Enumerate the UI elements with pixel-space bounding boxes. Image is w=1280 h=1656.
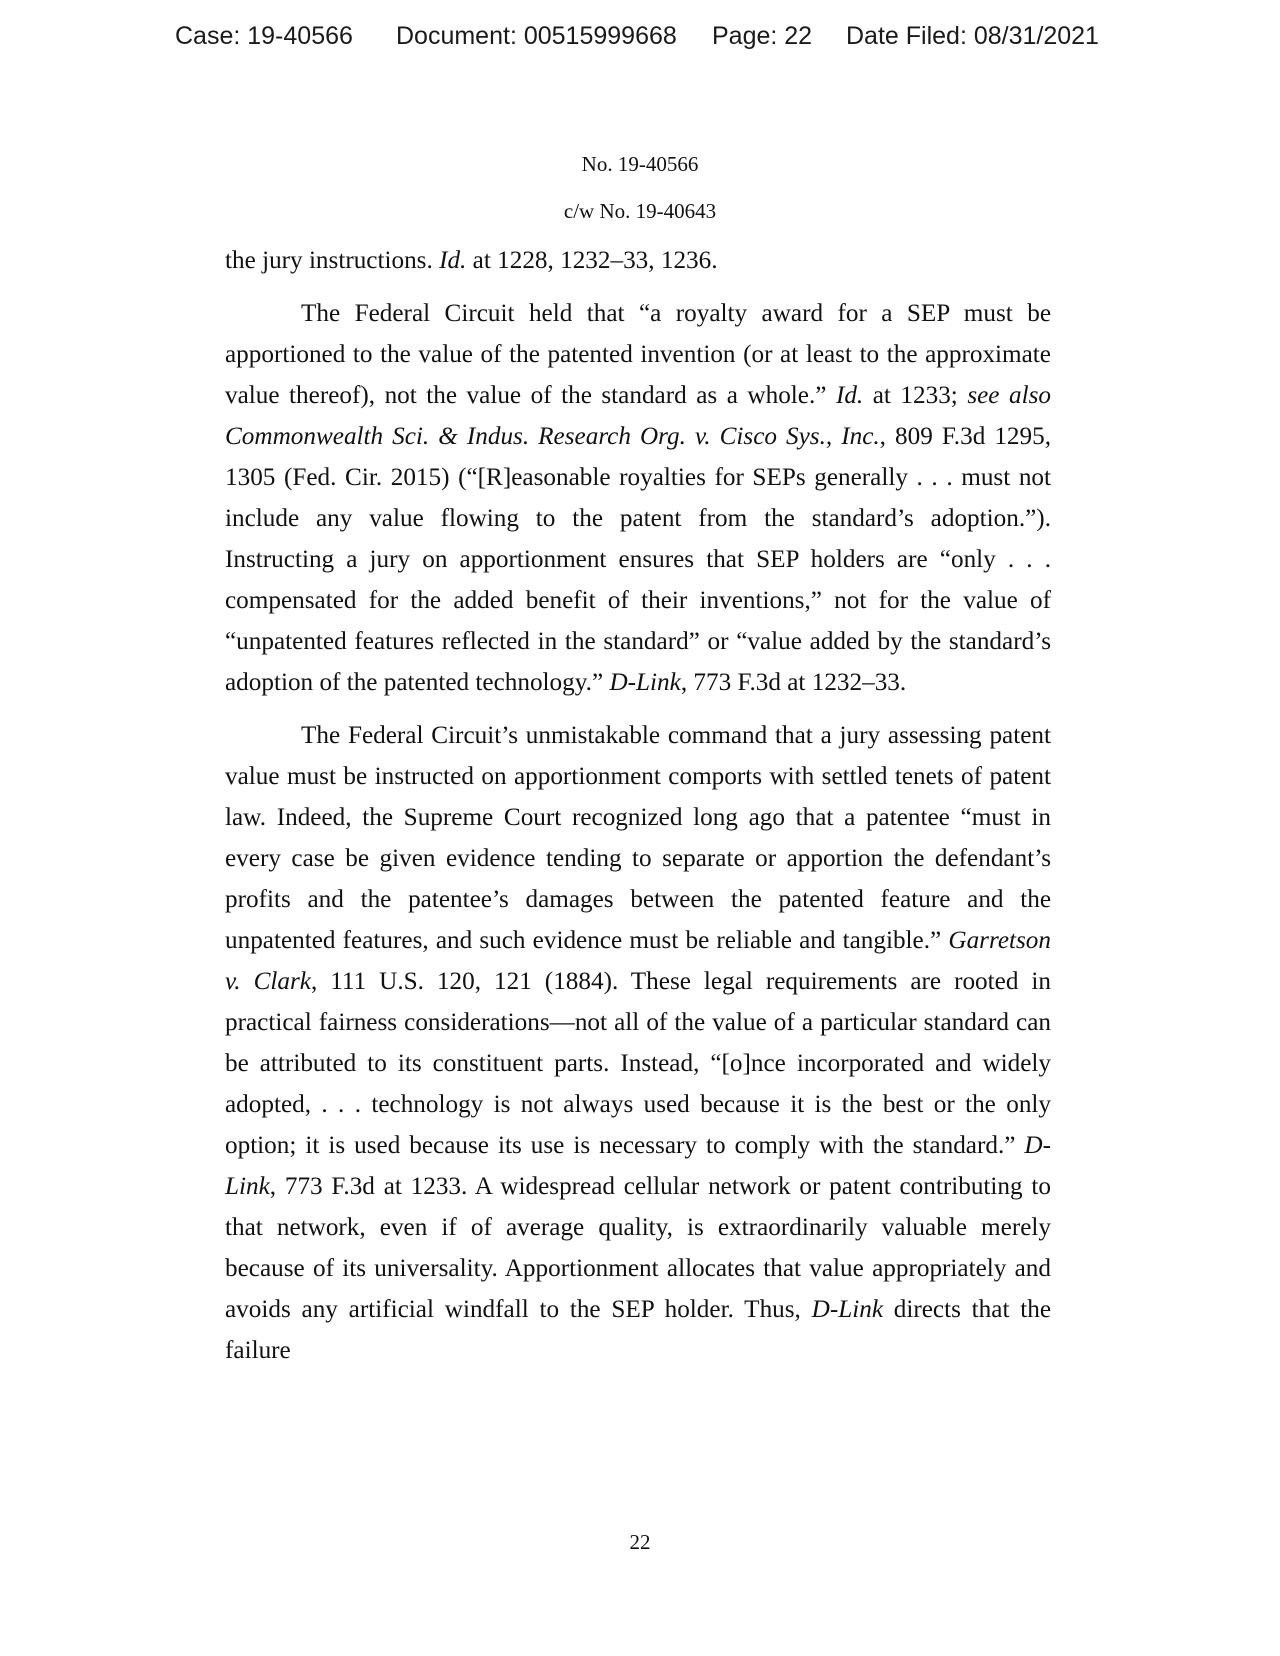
text-run: at 1233;: [863, 382, 968, 409]
paragraph-apportionment-command: [225, 715, 1051, 1371]
citation-italic: Id.: [835, 382, 864, 409]
docket-number: No. 19-40566: [581, 152, 699, 176]
paragraph-federal-circuit-holding: [225, 293, 1051, 703]
text-run: , 773 F.3d at 1233. A widespread cellular network or patent contributing to that network, even if of average quality, is extraordinarily valuable merely because of its universality. Apportionment allocates that value appropriately and avoids any artificial windfall to the SEP holder. Thus,: [225, 1173, 1051, 1323]
text-run: , 773 F.3d at 1232–33.: [680, 669, 907, 696]
citation-italic: D-Link: [609, 669, 681, 696]
text-run: , 111 U.S. 120, 121 (1884). These legal requirements are rooted in practical fairness considerations—not all of the value of a particular standard can be attributed to its constituent parts. Instead, “[o]nce incorporated and widely adopted, . . . technology is not always used because it is the best or the only option; it is used because its use is necessary to comply with the standard.”: [225, 968, 1052, 1159]
text-run: The Federal Circuit’s unmistakable command that a jury assessing patent value must be instructed on apportionment comports with settled tenets of patent law. Indeed, the Supreme Court recognized long ago that a patentee “must in every case be given evidence tending to separate or apportion the defendant’s profits and the patentee’s damages between the patented feature and the unpatented features, and such evidence must be reliable and tangible.”: [225, 722, 1051, 954]
text-run: , 809 F.3d 1295, 1305 (Fed. Cir. 2015) (“[R]easonable royalties for SEPs generally . . . must not include any value flowing to the patent from the standard’s adoption.”). Instructing a jury on apportionment ensures that SEP holders are “only . . . compensated for the added benefit of their inventions,” not for the value of “unpatented features reflected in the standard” or “value added by the standard’s adoption of the patented technology.”: [225, 423, 1051, 696]
text-run: the jury instructions.: [225, 247, 440, 274]
document-number: Document: 00515999668: [396, 22, 677, 50]
page-label: Page: 22: [712, 22, 813, 50]
opinion-body: [225, 240, 1051, 1371]
citation-italic: Garretson v. Clark: [225, 927, 1051, 995]
text-run: at 1228, 1232–33, 1236.: [466, 247, 718, 274]
text-run: directs that the failure: [225, 1296, 1051, 1364]
citation-italic: Id.: [439, 247, 467, 274]
citation-italic: see also Commonwealth Sci. & Indus. Research Org. v. Cisco Sys., Inc.: [225, 382, 1051, 450]
citation-italic: D-Link: [811, 1296, 883, 1323]
consolidated-docket-number: c/w No. 19-40643: [563, 199, 717, 223]
case-number: Case: 19-40566: [175, 22, 353, 50]
paragraph-continuation: [225, 240, 1051, 281]
text-run: The Federal Circuit held that “a royalty award for a SEP must be apportioned to the value of the patented invention (or at least to the approximate value thereof), not the value of the standard as a whole.”: [225, 300, 1051, 409]
page-number: 22: [629, 1530, 651, 1554]
date-filed: Date Filed: 08/31/2021: [846, 22, 1099, 50]
citation-italic: D-Link: [225, 1132, 1051, 1200]
